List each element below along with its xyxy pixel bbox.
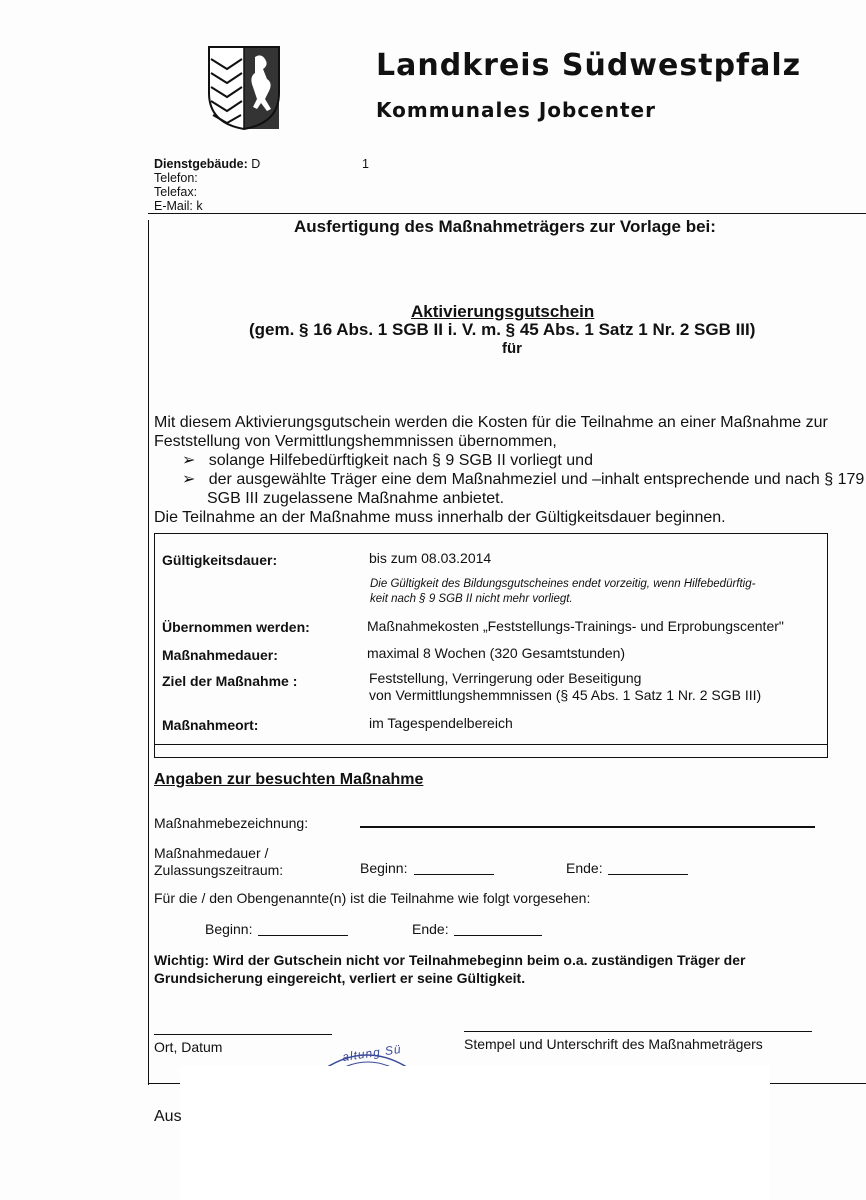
validity-value: bis zum 08.03.2014: [369, 550, 492, 566]
place-date-label: Ort, Datum: [154, 1039, 223, 1055]
place-date-line[interactable]: [154, 1034, 332, 1035]
validity-note: [370, 577, 755, 607]
planned-text: Für die / den Obengenannte(n) ist die Teilnahme wie folgt vorgesehen:: [154, 890, 591, 906]
stamp-text: altung Sü: [341, 1041, 403, 1065]
important-line-1: Wichtig: Wird der Gutschein nicht vor Teilnahmebeginn beim o.a. zuständigen Träger der: [154, 952, 746, 968]
begin-label-2: Beginn:: [205, 921, 253, 937]
begin-line[interactable]: [414, 874, 494, 875]
redacted-area: [180, 1066, 770, 1200]
duration-period-line-2: Zulassungszeitraum:: [154, 862, 284, 878]
email-value: k: [196, 199, 203, 213]
building-label: Dienstgebäude:: [154, 157, 248, 171]
outro-text: Die Teilnahme an der Maßnahme muss innerhalb der Gültigkeitsdauer beginnen.: [154, 509, 726, 526]
intro-line-2: Feststellung von Vermittlungshemmnissen übernommen,: [154, 433, 557, 450]
important-line-2: Grundsicherung eingereicht, verliert er seine Gültigkeit.: [154, 970, 526, 986]
frame-top-line: [148, 213, 866, 214]
building-value: D: [251, 157, 261, 171]
duration-value: maximal 8 Wochen (320 Gesamtstunden): [367, 645, 626, 661]
end-line[interactable]: [608, 874, 688, 875]
fax-label: Telefax:: [154, 185, 198, 199]
end-label-2: Ende:: [412, 921, 449, 937]
stamp-signature-line[interactable]: [464, 1031, 812, 1032]
bullet-2: der ausgewählte Träger eine dem Maßnahmeziel und –inhalt entsprechende und nach § 179: [208, 471, 865, 488]
goal-value-line-2: von Vermittlungshemmnissen (§ 45 Abs. 1 Satz 1 Nr. 2 SGB III): [369, 687, 762, 703]
legal-reference: (gem. § 16 Abs. 1 SGB II i. V. m. § 45 Abs. 1 Satz 1 Nr. 2 SGB III): [249, 320, 756, 339]
email-label: E-Mail:: [154, 199, 193, 213]
org-subtitle: Kommunales Jobcenter: [376, 98, 656, 122]
covered-value: Maßnahmekosten „Feststellungs-Trainings- und Erprobungscenter": [367, 618, 784, 634]
measure-name-label: Maßnahmebezeichnung:: [154, 815, 309, 831]
frame-left-line: [148, 220, 149, 1085]
goal-value-line-1: Feststellung, Verringerung oder Beseitigung: [369, 670, 642, 686]
place-label: Maßnahmeort:: [162, 717, 259, 733]
end-line-2[interactable]: [454, 935, 542, 936]
place-value: im Tagespendelbereich: [369, 715, 513, 731]
covered-label: Übernommen werden:: [162, 619, 310, 635]
duration-period-line-1: Maßnahmedauer /: [154, 845, 269, 861]
validity-note-line-1: Die Gültigkeit des Bildungsgutscheines endet vorzeitig, wenn Hilfebedürftig-: [370, 578, 756, 590]
duration-period-label: [154, 845, 283, 879]
contact-block: [154, 157, 260, 213]
coat-of-arms-logo: [207, 45, 281, 131]
visited-heading: Angaben zur besuchten Maßnahme: [154, 771, 424, 788]
footer-partial-text: Aus: [154, 1108, 182, 1125]
goal-value: [369, 670, 761, 704]
stamp-signature-label: Stempel und Unterschrift des Maßnahmeträgers: [464, 1036, 763, 1052]
for-label: für: [502, 340, 522, 357]
intro-line-1: Mit diesem Aktivierungsgutschein werden die Kosten für die Teilnahme an einer Maßnahme zur: [154, 414, 828, 431]
begin-line-2[interactable]: [258, 935, 348, 936]
bullet-2-cont: SGB III zugelassene Maßnahme anbietet.: [207, 490, 505, 507]
end-label: Ende:: [566, 860, 603, 876]
validity-label: Gültigkeitsdauer:: [162, 552, 278, 568]
measure-name-line[interactable]: [360, 826, 815, 828]
phone-label: Telefon:: [154, 171, 198, 185]
duration-label: Maßnahmedauer:: [162, 647, 278, 663]
goal-label: Ziel der Maßnahme :: [162, 673, 298, 689]
validity-note-line-2: keit nach § 9 SGB II nicht mehr vorliegt.: [370, 593, 573, 605]
building-number: 1: [362, 157, 369, 171]
voucher-title: Aktivierungsgutschein: [411, 302, 595, 321]
org-name: Landkreis Südwestpfalz: [376, 48, 802, 83]
arrow-bullet-icon: ➢: [182, 471, 196, 488]
arrow-bullet-icon: ➢: [182, 452, 196, 469]
begin-label: Beginn:: [360, 860, 408, 876]
bullet-1: solange Hilfebedürftigkeit nach § 9 SGB II vorliegt und: [208, 452, 593, 469]
intro-text: [154, 413, 866, 527]
important-notice: [154, 951, 745, 987]
doc-heading: Ausfertigung des Maßnahmeträgers zur Vorlage bei:: [294, 217, 716, 236]
details-box-bottom: [154, 743, 828, 758]
